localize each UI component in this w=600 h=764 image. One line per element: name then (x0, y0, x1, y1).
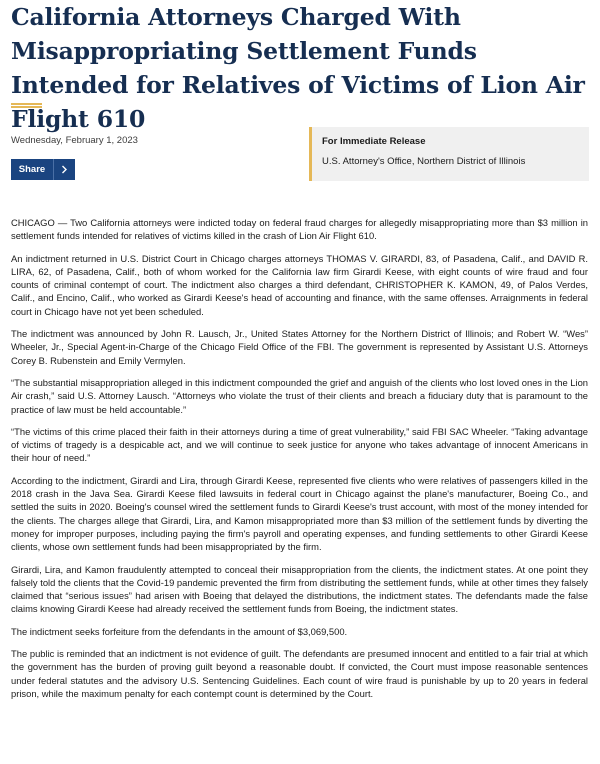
article-paragraph: CHICAGO — Two California attorneys were indicted today on federal fraud charges for allegedly misappropriating more than $3 million in settlement funds intended for relatives of victims killed in the crash of Lion Air Flight 610. (11, 217, 588, 242)
title-accent-divider (11, 103, 42, 108)
article-paragraph: According to the indictment, Girardi and Lira, through Girardi Keese, represented five clients who were relatives of passengers killed in the 2018 crash in the Java Sea. Girardi Keese filed lawsuits in federal court in Chicago against the plane's manufacturer, Boeing Co., and settled the suits in 2020. Boeing's counsel wired the settlement funds to Girardi Keese's trust account, with most of the money intended for the clients. The charges allege that Girardi, Lira, and Kamon misappropriated more than $3 million of the settlement funds by diverting the money for improper purposes, including paying the firm's payroll and operating expenses, and funding settlements to other Girardi Keese clients, whose own settlement funds had been misappropriated by the firm. (11, 474, 588, 553)
article-paragraph: “The substantial misappropriation alleged in this indictment compounded the grief and anguish of the clients who lost loved ones in the Lion Air crash,” said U.S. Attorney Lausch. “Attorneys who violate the trust of their clients and breach a fiduciary duty that is paramount to the practice of law must be held accountable.” (11, 376, 588, 415)
article-paragraph: An indictment returned in U.S. District Court in Chicago charges attorneys THOMAS V. GIRARDI, 83, of Pasadena, Calif., and DAVID R. LIRA, 62, of Pasadena, Calif., both of whom worked for the California law firm Girardi Keese, with eight counts of wire fraud and four counts of criminal contempt of court. The indictment also charges a third defendant, CHRISTOPHER K. KAMON, 49, of Palos Verdes, Calif., and Encino, Calif., who worked as Girardi Keese's head of accounting and finance, with the same offenses. Arraignments in federal court in Chicago have not yet been scheduled. (11, 252, 588, 317)
share-button-label: Share (18, 164, 46, 175)
article-paragraph: Girardi, Lira, and Kamon fraudulently attempted to conceal their misappropriation from the clients, the indictment states. At one point they falsely told the clients that the Covid-19 pandemic prevented the firm from distributing the settlement funds, while at other times they falsely claimed that “serious issues” had arisen with Boeing that delayed the distributions, the indictment states. The defendants made the false claims knowing Girardi Keese had already received the settlement funds from Boeing, the indictment states. (11, 563, 588, 615)
share-button[interactable] (11, 159, 75, 180)
chevron-right-icon (54, 165, 75, 174)
article-paragraph: “The victims of this crime placed their faith in their attorneys during a time of great vulnerability,” said FBI SAC Wheeler. “Taking advantage of victims of tragedy is a despicable act, and we will continue to seek justice for anyone who takes advantage of innocent Americans in their hour of need.” (11, 425, 588, 464)
article-paragraph: The public is reminded that an indictment is not evidence of guilt. The defendants are presumed innocent and entitled to a fair trial at which the government has the burden of proving guilt beyond a reasonable doubt. If convicted, the Court must impose reasonable sentences under federal statutes and the advisory U.S. Sentencing Guidelines. Each count of wire fraud is punishable by up to 20 years in federal prison, while the maximum penalty for each contempt count is determined by the Court. (11, 648, 588, 699)
article-body (11, 216, 588, 709)
article-paragraph: The indictment seeks forfeiture from the defendants in the amount of $3,069,500. (11, 625, 348, 637)
article-paragraph: The indictment was announced by John R. Lausch, Jr., United States Attorney for the Northern District of Illinois; and Robert W. “Wes” Wheeler, Jr., Special Agent-in-Charge of the Chicago Field Office of the FBI. The government is represented by Assistant U.S. Attorneys Corey B. Rubenstein and Emily Vermylen. (11, 328, 588, 366)
publish-date: Wednesday, February 1, 2023 (11, 135, 138, 146)
page-title: California Attorneys Charged With Misappropriating Settlement Funds Intended for Relatives of Victims of Lion Air Flight 610 (11, 3, 585, 133)
release-heading: For Immediate Release (322, 136, 426, 147)
release-office: U.S. Attorney's Office, Northern District of Illinois (322, 156, 526, 167)
press-release-info-box (309, 127, 589, 181)
